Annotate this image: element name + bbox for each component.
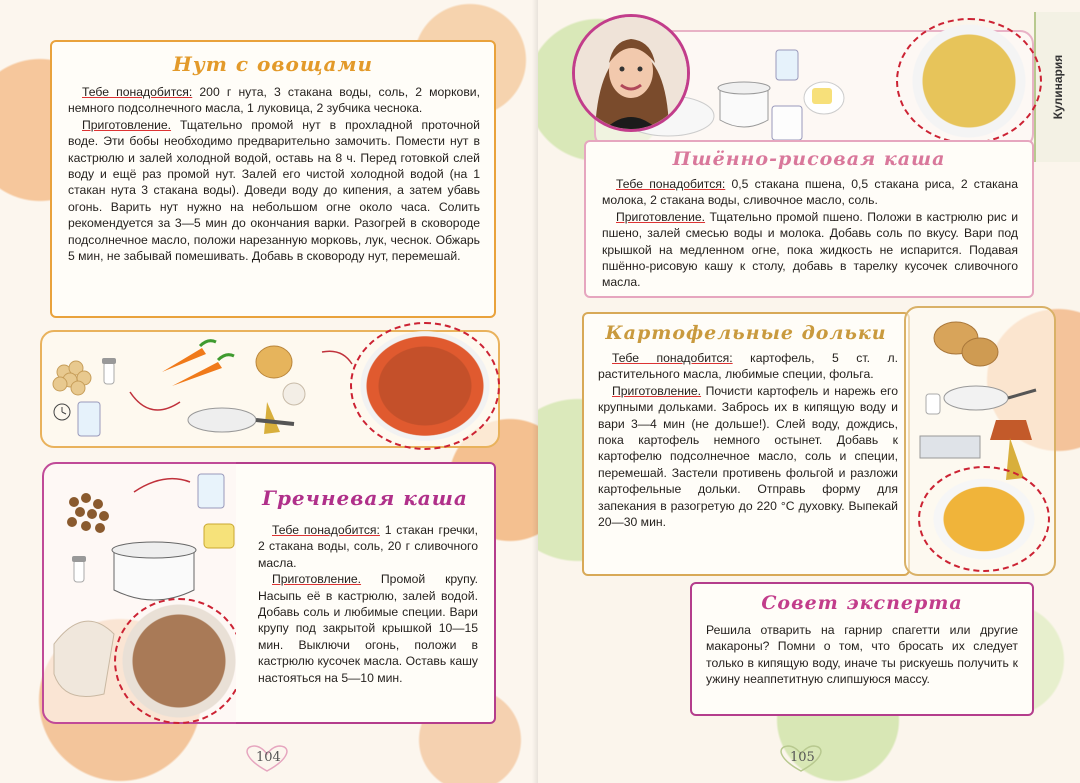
expert-portrait-icon	[575, 17, 687, 129]
needs-text: 200 г нута, 3 стакана воды, соль, 2 моркови, немного подсолнечного масла, 1 луковица, 2 зубчика чеснока.	[68, 85, 480, 116]
recipe-title-chickpea: Нут с овощами	[172, 52, 374, 76]
prep-text: Промой крупу. Насыпь её в кастрюлю, залей водой. Добавь соль и любимые специи. Вари крупу под закрытой крышкой 10—15 мин. Выключи огонь, положи в кастрюлю кусочек масла. Оставь кашу настояться на 5—10 мин.	[258, 572, 478, 685]
needs-paragraph	[598, 350, 898, 383]
needs-label: Тебе понадобится:	[616, 177, 726, 191]
potato-illustration	[904, 306, 1056, 576]
recipe-title-millet-rice: Пшённо-рисовая каша	[672, 148, 946, 170]
prep-text: Тщательно промой пшено. Положи в кастрюлю рис и пшено, залей смесью воды и молока. Добавь соль по вкусу. Вари под крышкой на медленном огне, пока жидкость не испарится. Подавая пшённо-рисовую кашу к столу, добавь в тарелку кусочек сливочного масла.	[602, 209, 1018, 290]
right-page	[538, 0, 1080, 783]
prep-label: Приготовление.	[612, 383, 702, 398]
potato-dish-image	[918, 466, 1050, 572]
needs-text: 0,5 стакана пшена, 0,5 стакана риса, 2 стакана молока, 2 стакана воды, сливочное масло, соль.	[602, 177, 1018, 208]
needs-label: Тебе понадобится:	[272, 523, 380, 537]
needs-text: картофель, 5 ст. л. растительного масла, любимые специи, фольга.	[598, 351, 899, 382]
page-number-left: 104	[256, 750, 281, 765]
recipe-card-chickpea	[50, 40, 496, 318]
expert-tip-title: Совет эксперта	[761, 592, 963, 614]
prep-text: Тщательно промой нут в прохладной проточной воде. Эти бобы необходимо предварительно замочить. Помести нут в кастрюлю и залей холодной водой, оставь на 8 ч. Перед готовкой слей воду и ещё раз промой нут. Залей его чистой холодной водой (на 1 стакан нута 3 стакана воды). Доведи воду до кипения, а затем убавь огонь. Варить нут нужно на небольшом огне около часа. Солить рекомендуется за 3—5 мин до окончания варки. Разогрей в сковороде подсолнечное масло, положи нарезанную морковь, лук, чеснок. Обжарь 5 мин, не забывай помешивать. Добавь в сковороду нут, перемешай.	[68, 117, 480, 264]
needs-label: Тебе понадобится:	[82, 85, 193, 99]
needs-paragraph	[602, 176, 1018, 209]
prep-label: Приготовление.	[616, 209, 706, 224]
prep-paragraph	[68, 117, 480, 265]
left-page	[0, 0, 538, 783]
section-tab-label: Кулинария	[1051, 54, 1065, 120]
needs-paragraph	[258, 522, 478, 571]
prep-paragraph	[258, 571, 478, 686]
recipe-text-buckwheat	[258, 522, 478, 686]
needs-paragraph	[68, 84, 480, 117]
expert-avatar	[572, 14, 690, 132]
needs-text: 1 стакан гречки, 2 стакана воды, соль, 20 г сливочного масла.	[258, 523, 478, 570]
needs-label: Тебе понадобится:	[612, 351, 733, 365]
prep-paragraph	[602, 209, 1018, 291]
recipe-card-buckwheat	[236, 462, 496, 724]
prep-text: Почисти картофель и нарежь его крупными дольками. Забрось их в кипящую воду и вари 3—4 мин (не дольше!). Слей воду, дождись, пока картофель немного остынет. Добавь к картофелю подсолнечное масло, соль и специи, перемешай. Застели противень фольгой и разложи картофельные дольки. Отправь форму для запекания в разогретую до 220 °С духовку. Выпекай 20—30 мин.	[598, 383, 898, 530]
chickpea-illustration	[40, 330, 500, 448]
recipe-text-potato	[598, 350, 898, 530]
millet-rice-dish-image	[896, 18, 1042, 144]
recipe-card-millet-rice	[584, 140, 1034, 298]
recipe-text-millet-rice	[602, 176, 1018, 291]
expert-tip-text: Решила отварить на гарнир спагетти или другие макароны? Помни о том, что бросать их следует только в кипящую воду, иначе ты рискуешь получить к ужину неаппетитную слипшуюся массу.	[706, 623, 1018, 687]
recipe-card-potato	[582, 312, 910, 576]
recipe-title-buckwheat: Гречневая каша	[262, 486, 468, 510]
recipe-text-chickpea	[68, 84, 480, 264]
page-number-right: 105	[790, 750, 815, 765]
buckwheat-illustration	[42, 462, 256, 724]
expert-tip-card	[690, 582, 1034, 716]
recipe-title-potato: Картофельные дольки	[605, 322, 887, 344]
prep-label: Приготовление.	[82, 117, 172, 132]
prep-paragraph	[598, 383, 898, 531]
buckwheat-dish-image	[114, 598, 244, 724]
prep-label: Приготовление.	[272, 572, 362, 587]
chickpea-dish-image	[350, 322, 500, 450]
